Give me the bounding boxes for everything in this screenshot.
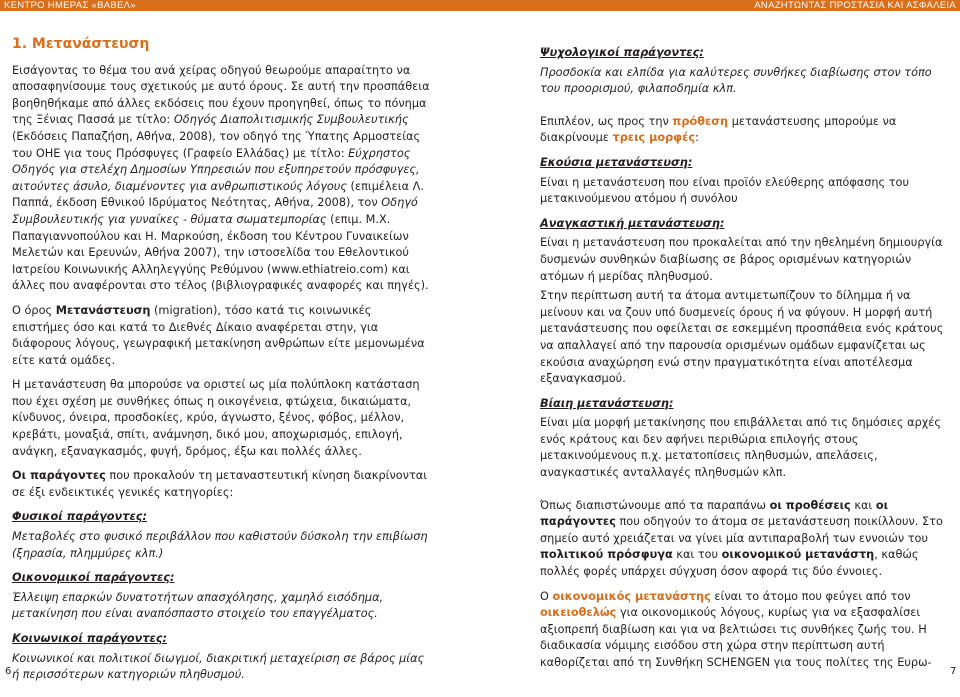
intro-paragraph (12, 63, 430, 295)
factors-term: Οι παράγοντες (12, 469, 106, 483)
intent-text: μετανάστευσης μπορούμε να διακρίνουμε (540, 114, 897, 145)
header-right-title: ΑΝΑΖΗΤΩΝΤΑΣ ΠΡΟΣΤΑΣΙΑ ΚΑΙ ΑΣΦΑΛΕΙΑ (754, 0, 956, 11)
intro-book-title-1: Οδηγός Διαπολιτισμικής Συμβουλευτικής (173, 113, 409, 127)
em-term: οικονομικός μετανάστης (552, 589, 711, 603)
text-necessary-migration-2: Στην περίπτωση αυτή τα άτομα αντιμετωπίζουν το δίλημμα ή να μείνουν και να ζουν υπό δυσμενείς όρους ή να φύγουν. Η μορφή αυτή μετανάστευσης που οφείλεται σε εσκεμμένη προσπάθεια ενός κράτους να απαλλαγεί από την παρουσία ορισμένων ομάδων εμφανίζεται ως εκούσια αναχώρηση ενώ στην πραγματικότητα είναι αποτέλεσμα εξαναγκασμού. (540, 289, 944, 386)
def-text: Ο όρος (12, 303, 56, 317)
heading-economic-factors: Οικονομικοί παράγοντες: (12, 571, 175, 585)
heading-voluntary-migration: Εκούσια μετανάστευση: (540, 155, 693, 169)
comparison-paragraph (540, 498, 946, 581)
text-psychological-factors (540, 65, 946, 98)
left-column (12, 28, 430, 692)
heading-social-factors: Κοινωνικοί παράγοντες: (12, 632, 168, 645)
definition-paragraph (12, 303, 430, 369)
em-text: είναι το άτομο που φεύγει από τον (710, 589, 911, 603)
running-header (0, 0, 960, 11)
migration-conditions-paragraph: Η μετανάστευση θα μπορούσε να οριστεί ως μία πολύπλοκη κατάσταση που έχει σχέση με συνθήκες όπως η οικογένεια, φτώχεια, δικαιώματα, κίνδυνος, όνειρα, προσδοκίες, κρύο, άγνωστο, ξένος, φόβος, μέλλον, κρεβάτι, μοναξιά, σπίτι, ανάμνηση, δικό μου, αποχωρισμός, επιλογή, ανάγκη, εξαναγκασμός, φυγή, δρόμος, έξω και πολλές άλλες. (12, 378, 420, 458)
comparison-text: Όπως διαπιστώνουμε από τα παραπάνω (540, 498, 770, 512)
comparison-term-intentions: οι προθέσεις (769, 498, 851, 512)
factors-text: που προκαλούν τη μεταναστευτική κίνηση διακρίνονται σε έξι ενδεικτικές γενικές κατηγορίες: (12, 469, 428, 499)
comparison-term-factors: οι παράγοντες (540, 498, 889, 529)
text-physical-factors-body: Μεταβολές στο φυσικό περιβάλλον που καθιστούν δύσκολη την επιβίωση (ξηρασία, πλημμύρες κλπ.) (12, 530, 428, 560)
intro-text: (επιμ. Μ.Χ. Παπαγιαννοπούλου και Η. Μαρκούση, έκδοση του Κέντρου Γυναικείων Μελετών και Ερευνών, Αθήνα 2007), την ιστοσελίδα του Εθελοντικού Ιατρείου Κοινωνικής Αλληλεγγύης Ρεθύμνου (www.ethiatreio.com) και άλλες που αναφέρονται στο τέλος (βιβλιογραφικές αναφορές και πηγές). (12, 212, 429, 293)
text-social-factors-body: Κοινωνικοί και πολιτικοί διωγμοί, διακριτική μεταχείριση σε βάρος μίας ή περισσότερων κατηγοριών πληθυσμού. (12, 651, 425, 682)
comparison-term-refugee: πολιτικού πρόσφυγα (540, 548, 673, 562)
intent-forms-term: τρεις μορφές (612, 131, 696, 145)
intro-text: Εισάγοντας το θέμα του ανά χείρας οδηγού θεωρούμε απαραίτητο να αποσαφηνίσουμε τους σχετικούς με αυτό όρους. Σε αυτή την προσπάθεια βοηθηθήκαμε από άλλες εκδόσεις που έχουν προηγηθεί, όπως το πόνημα της Ξένιας Πασσά με τίτλο: (12, 63, 430, 127)
intent-text: : (695, 131, 699, 145)
comparison-text: και του (672, 548, 722, 562)
em-text: για οικονομικούς λόγους, κυρίως για να εξασφαλίσει αξιοπρεπή διαβίωση και για να βελτιώσει τις συνθήκες ζωής του. Η διαδικασία νόμιμης εισόδου στη χώρα στην περίπτωση αυτή καθορίζεται από τη Συνθήκη SCHENGEN για τους πολίτες της Ευρω- (540, 606, 932, 669)
intro-text: (επιμέλεια Λ. Παππά, έκδοση Εθνικού Ιδρύματος Νεότητας, Αθήνα, 2008), τον (12, 179, 424, 210)
page-number-right: 7 (950, 666, 957, 677)
heading-physical-factors: Φυσικοί παράγοντες: (12, 510, 147, 524)
intro-book-title-2: Εύχρηστος Οδηγός για στελέχη Δημοσίων Υπηρεσιών που εξυπηρετούν πρόσφυγες, αιτούντες άσυλο, διαμένοντες για ανθρωπιστικούς λόγους (12, 146, 420, 193)
right-column (540, 28, 946, 680)
page-number-left: 6 (5, 666, 12, 677)
intro-book-title-3: Οδηγό Συμβουλευτικής για γυναίκες - θύματα σωματεμπορίας (12, 196, 418, 226)
text-economic-factors (12, 590, 430, 623)
def-text: (migration), τόσο κατά τις κοινωνικές επιστήμες όσο και κατά το Διεθνές Δίκαιο αναφέρεται στην, για διάφορους λόγους, γεωγραφική μετακίνηση ανθρώπων είτε μεμονωμένα είτε κατά ομάδες. (12, 303, 425, 367)
em-voluntarily: οικειοθελώς (540, 606, 617, 620)
comparison-term-migrant: οικονομικού μετανάστη (721, 548, 875, 562)
text-necessary-migration: Είναι η μετανάστευση που προκαλείται από την ηθελημένη δημιουργία δυσμενών συνθηκών διαβίωσης σε βάρος ορισμένων κατηγοριών ατόμων ή μερίδας πληθυσμού. (540, 236, 943, 283)
comparison-text: , καθώς πολλές φορές υπάρχει σύγχυση όσον αφορά τις δύο έννοιες. (540, 548, 919, 579)
text-forced-migration: Είναι μία μορφή μετακίνησης που επιβάλλεται από τις δημόσιες αρχές ενός κράτους και δεν αφήνει περιθώρια επιλογής στους μετακινούμενους π.χ. μετατοπίσεις πληθυσμών, απελάσεις, αναγκαστικές ανταλλαγές πληθυσμών κλπ. (540, 416, 942, 480)
intent-term: πρόθεση (672, 114, 729, 128)
heading-necessary-migration: Αναγκαστική μετανάστευση: (540, 216, 725, 230)
text-social-factors (12, 651, 430, 684)
header-left-title: ΚΕΝΤΡΟ ΗΜΕΡΑΣ «ΒΑΒΕΛ» (4, 0, 136, 11)
comparison-text: που οδηγούν το άτομα σε μετανάστευση ποικίλλουν. Στο σημείο αυτό χρειάζεται να γίνει μία αντιπαραβολή των εννοιών του (540, 515, 943, 545)
text-economic-factors-body: Έλλειψη επαρκών δυνατοτήτων απασχόλησης, χαμηλό εισόδημα, μετακίνηση που είναι αναπόσπαστο στοιχείο του επαγγέλματος. (12, 590, 384, 621)
intent-text: Επιπλέον, ως προς την (540, 114, 673, 128)
intro-text: (Εκδόσεις Παπαζήση, Αθήνα, 2008), τον οδηγό της Ύπατης Αρμοστείας του ΟΗΕ για τους Πρόσφυγες (Γραφείο Ελλάδας) με τίτλο: (12, 129, 421, 160)
em-text: Ο (540, 589, 553, 603)
heading-psychological-factors: Ψυχολογικοί παράγοντες: (540, 46, 704, 59)
economic-migrant-paragraph (540, 589, 946, 672)
intent-paragraph (540, 114, 946, 147)
text-voluntary-migration: Είναι η μετανάστευση που είναι προϊόν ελεύθερης απόφασης του μετακινούμενου ατόμου ή συνόλου (540, 175, 910, 206)
def-term: Μετανάστευση (55, 303, 151, 317)
factors-paragraph (12, 468, 430, 501)
text-psychological-factors-body: Προσδοκία και ελπίδα για καλύτερες συνθήκες διαβίωσης στον τόπο του προορισμού, φιλαποδημία κλπ. (540, 65, 932, 96)
comparison-text: και (850, 498, 876, 512)
text-physical-factors (12, 529, 430, 562)
heading-forced-migration: Βίαιη μετανάστευση: (540, 396, 674, 410)
section-title: 1. Μετανάστευση (12, 36, 150, 52)
